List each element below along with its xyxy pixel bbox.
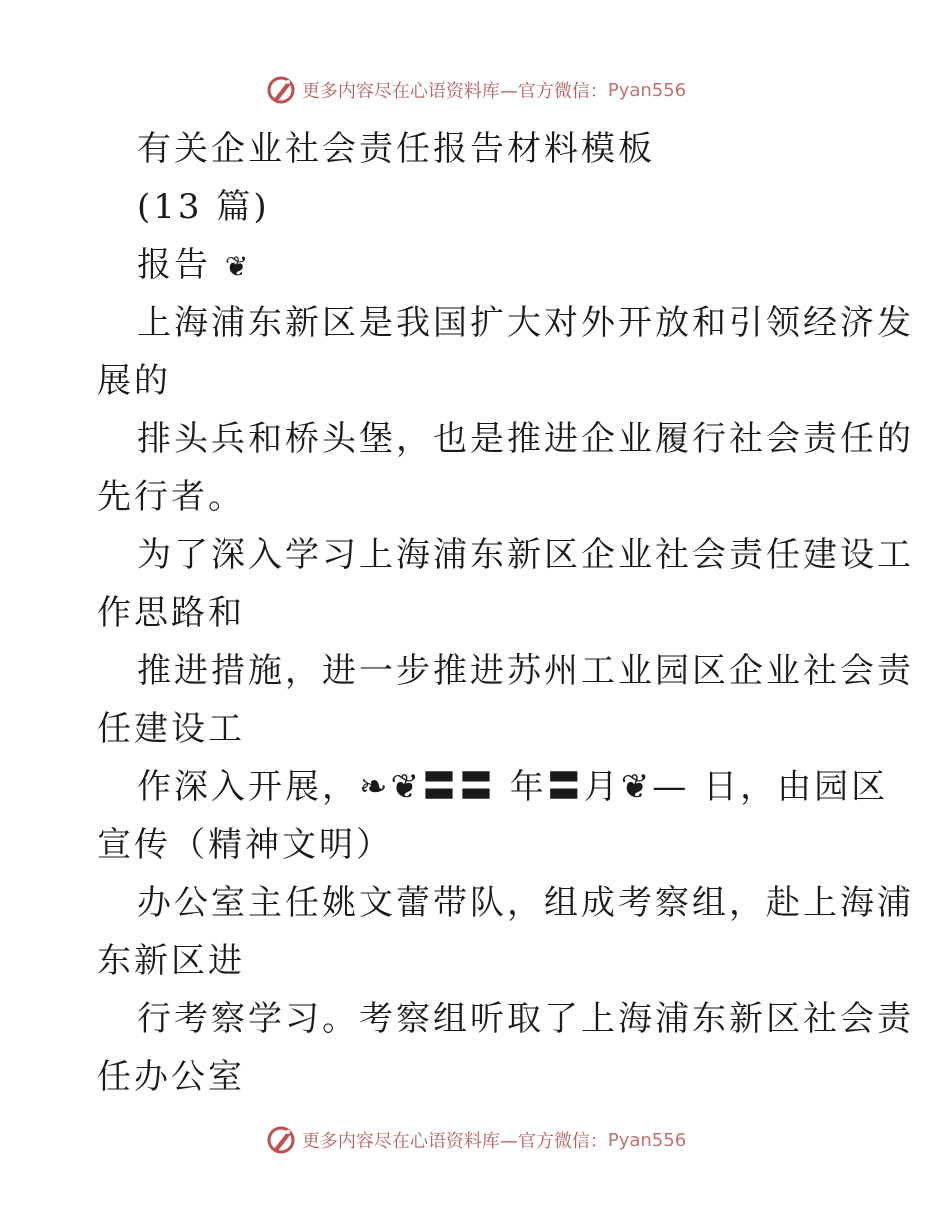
ornament-glyph: ❦	[224, 250, 249, 283]
document-body	[97, 120, 914, 1106]
text-line-content: (13 篇)	[137, 187, 270, 227]
text-line-content: 作思路和	[97, 593, 245, 633]
pen-logo-icon	[264, 73, 298, 107]
pen-logo-icon	[264, 1123, 298, 1157]
text-line-content: 任建设工	[97, 709, 245, 749]
text-line	[97, 700, 857, 758]
header-watermark	[0, 72, 950, 108]
watermark-text: 更多内容尽在心语资料库—官方微信：	[301, 81, 608, 102]
text-line	[97, 120, 857, 178]
text-line	[97, 642, 914, 700]
text-line	[97, 468, 857, 526]
text-line-content: 任办公室	[97, 1057, 245, 1097]
text-line-content: 为了深入学习上海浦东新区企业社会责任建设工	[137, 535, 914, 575]
text-line-content: 展的	[97, 361, 171, 401]
text-line-content: 有关企业社会责任报告材料模板	[137, 129, 655, 169]
text-line-content: 先行者。	[97, 477, 245, 517]
watermark-handle: Pyan556	[607, 79, 687, 101]
text-line-content: 推进措施，进一步推进苏州工业园区企业社会责	[137, 651, 914, 691]
watermark-text: 更多内容尽在心语资料库—官方微信：	[301, 1131, 608, 1152]
text-line	[97, 816, 857, 874]
text-line-content: 排头兵和桥头堡，也是推进企业履行社会责任的	[137, 419, 914, 459]
footer-watermark	[0, 1122, 950, 1158]
text-line	[97, 410, 914, 468]
text-line	[97, 1048, 857, 1106]
watermark-handle: Pyan556	[607, 1129, 687, 1151]
text-line	[97, 584, 857, 642]
text-line-content: 报告	[137, 245, 225, 285]
text-line-content: 行考察学习。考察组听取了上海浦东新区社会责	[137, 999, 914, 1039]
text-line	[97, 294, 914, 352]
text-line-content: 东新区进	[97, 941, 245, 981]
text-line	[97, 236, 857, 294]
text-line-content: 宣传（精神文明）	[97, 825, 393, 865]
text-line-content: 办公室主任姚文蕾带队，组成考察组，赴上海浦	[137, 883, 914, 923]
text-line-content: 作深入开展，❧❦〓〓 年〓月❦— 日，由园区	[137, 767, 889, 807]
text-line	[97, 990, 914, 1048]
text-line-content: 上海浦东新区是我国扩大对外开放和引领经济发	[137, 303, 914, 343]
text-line	[97, 932, 857, 990]
text-line	[97, 526, 914, 584]
text-line	[97, 874, 914, 932]
text-line	[97, 352, 857, 410]
text-line	[97, 178, 857, 236]
text-line	[97, 758, 889, 816]
